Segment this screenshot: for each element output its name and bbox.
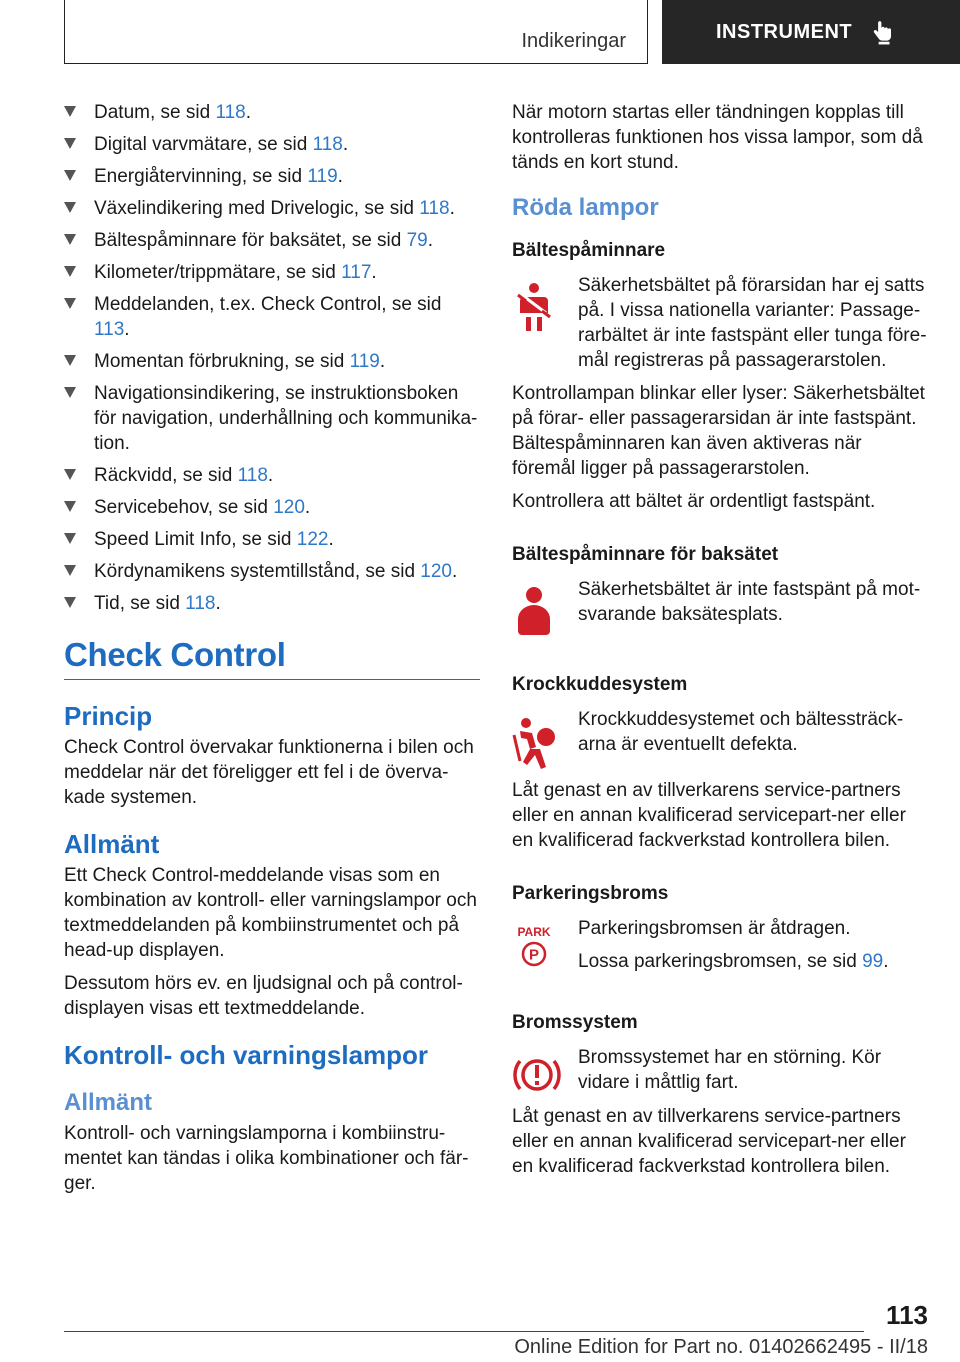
lampor-heading: Kontroll- och varningslampor: [64, 1040, 429, 1070]
rear-seatbelt-lamp: [512, 577, 928, 644]
list-item: Servicebehov, se sid 120.: [64, 495, 480, 520]
brake-system-heading: Bromssystem: [512, 1012, 638, 1033]
triangle-bullet-icon: [64, 565, 76, 576]
airbag-lamp: [512, 707, 928, 778]
footer-divider: [64, 1331, 864, 1332]
lampor-subheading: Allmänt: [64, 1089, 153, 1116]
seatbelt-lamp: [512, 273, 928, 381]
parking-brake-text: Parkeringsbromsen är åtdragen.: [578, 918, 851, 939]
page-link[interactable]: 99: [862, 951, 884, 972]
page-link[interactable]: 117: [341, 262, 372, 283]
allmant-text-1: Ett Check Control-meddelande visas som en kombination av kontroll- eller varningslampor och textmeddelanden på kombiinstrumentet och på head-up displayen.: [64, 865, 477, 961]
chapter-title: INSTRUMENT: [716, 20, 853, 43]
princip-text: Check Control övervakar funktionerna i bilen och meddelar när det föreligger ett fel i de överva‐kade systemen.: [64, 737, 474, 808]
page-link[interactable]: 118: [312, 134, 343, 155]
triangle-bullet-icon: [64, 469, 76, 480]
intro-text: När motorn startas eller tändningen kopplas till kontrolleras funktionen hos vissa lampor, som då tänds en kort stund.: [512, 102, 923, 173]
section-title: Indikeringar: [521, 30, 626, 52]
brake-system-text-2: Låt genast en av tillverkarens service‐partners eller en annan kvalificerad servicepart‐ner eller en kvalificerad fackverkstad kontrollera bilen.: [512, 1106, 906, 1177]
triangle-bullet-icon: [64, 597, 76, 608]
parking-brake-lamp: [512, 916, 928, 982]
page-number: 113: [886, 1300, 928, 1330]
page-link[interactable]: 118: [185, 593, 216, 614]
list-item: Momentan förbrukning, se sid 119.: [64, 349, 480, 374]
seatbelt-heading: Bältespåminnare: [512, 240, 666, 261]
allmant-heading: Allmänt: [64, 829, 160, 859]
page-link[interactable]: 119: [349, 351, 380, 372]
list-item: Meddelanden, t.ex. Check Control, se sid 113.: [64, 292, 480, 342]
right-column: [512, 100, 928, 1187]
list-item: Datum, se sid 118.: [64, 100, 480, 125]
rear-seatbelt-heading: Bältespåminnare för baksätet: [512, 544, 779, 565]
parking-brake-heading: Parkeringsbroms: [512, 883, 669, 904]
page-link[interactable]: 120: [420, 561, 452, 582]
list-item: Navigationsindikering, se instruktionsboken för navigation, underhållning och kommunika‐tion.: [64, 381, 480, 456]
princip-heading: Princip: [64, 701, 153, 731]
airbag-heading: Krockkuddesystem: [512, 674, 688, 695]
triangle-bullet-icon: [64, 266, 76, 277]
page-link[interactable]: 118: [215, 102, 246, 123]
seatbelt-text: Säkerhetsbältet på förarsidan har ej satts på. I vissa nationella varianter: Passage‐rarbältet är inte fastspänt eller tunga före‐mål registreras på passagerarstolen.: [578, 275, 927, 371]
seatbelt-text-3: Kontrollera att bältet är ordentligt fastspänt.: [512, 491, 876, 512]
triangle-bullet-icon: [64, 202, 76, 213]
page-link[interactable]: 79: [406, 230, 428, 251]
triangle-bullet-icon: [64, 387, 76, 398]
brake-system-lamp: [512, 1045, 928, 1104]
left-column: [64, 100, 480, 1204]
page-link[interactable]: 113: [94, 319, 125, 340]
brake-warning-icon: [512, 1053, 562, 1097]
triangle-bullet-icon: [64, 298, 76, 309]
triangle-bullet-icon: [64, 138, 76, 149]
page-link[interactable]: 118: [419, 198, 450, 219]
red-lamps-heading: Röda lampor: [512, 194, 659, 221]
list-item: Bältespåminnare för baksätet, se sid 79.: [64, 228, 480, 253]
list-item: Speed Limit Info, se sid 122.: [64, 527, 480, 552]
airbag-text-2: Låt genast en av tillverkarens service‐partners eller en annan kvalificerad servicepart‐ner eller en kvalificerad fackverkstad kontrollera bilen.: [512, 780, 906, 851]
pointing-hand-icon: [870, 19, 896, 45]
triangle-bullet-icon: [64, 170, 76, 181]
display-list: [64, 100, 480, 616]
page-title: Check Control: [64, 642, 480, 680]
parking-brake-warning-icon: [512, 924, 556, 968]
airbag-text: Krockkuddesystemet och bältessträck‐arna är eventuellt defekta.: [578, 709, 904, 755]
page-link[interactable]: 119: [307, 166, 338, 187]
chapter-tab[interactable]: [662, 0, 960, 64]
triangle-bullet-icon: [64, 234, 76, 245]
page-link[interactable]: 120: [273, 497, 305, 518]
seatbelt-text-2: Kontrollampan blinkar eller lyser: Säkerhetsbältet på förar- eller passagerarsidan är inte fastspänt. Bältespåminnaren kan även aktiveras när föremål ligger på passagerarstolen.: [512, 383, 925, 479]
allmant-text-2: Dessutom hörs ev. en ljudsignal och på control-displayen visas ett textmeddelande.: [64, 973, 463, 1019]
park-label: PARK: [517, 925, 551, 939]
edition-footer: Online Edition for Part no. 01402662495 - II/18: [514, 1336, 928, 1358]
page-link[interactable]: 118: [237, 465, 268, 486]
rear-seatbelt-text: Säkerhetsbältet är inte fastspänt på mot‐svarande baksätesplats.: [578, 579, 921, 625]
seatbelt-warning-icon: [512, 281, 556, 333]
list-item: Digital varvmätare, se sid 118.: [64, 132, 480, 157]
list-item: Kilometer/trippmätare, se sid 117.: [64, 260, 480, 285]
rear-seatbelt-warning-icon: [512, 585, 556, 637]
park-letter: P: [528, 946, 540, 964]
brake-system-text: Bromssystemet har en störning. Kör vidare i måttlig fart.: [578, 1047, 882, 1093]
triangle-bullet-icon: [64, 501, 76, 512]
page-link[interactable]: 122: [296, 529, 329, 550]
triangle-bullet-icon: [64, 533, 76, 544]
parking-brake-text-2: Lossa parkeringsbromsen, se sid 99.: [578, 951, 889, 972]
lampor-text: Kontroll- och varningslamporna i kombiinstru‐mentet kan tändas i olika kombinationer och fär‐ger.: [64, 1123, 469, 1194]
triangle-bullet-icon: [64, 355, 76, 366]
list-item: Energiåtervinning, se sid 119.: [64, 164, 480, 189]
list-item: Växelindikering med Drivelogic, se sid 118.: [64, 196, 480, 221]
triangle-bullet-icon: [64, 106, 76, 117]
airbag-warning-icon: [512, 715, 560, 771]
list-item: Tid, se sid 118.: [64, 591, 480, 616]
list-item: Kördynamikens systemtillstånd, se sid 120.: [64, 559, 480, 584]
list-item: Räckvidd, se sid 118.: [64, 463, 480, 488]
